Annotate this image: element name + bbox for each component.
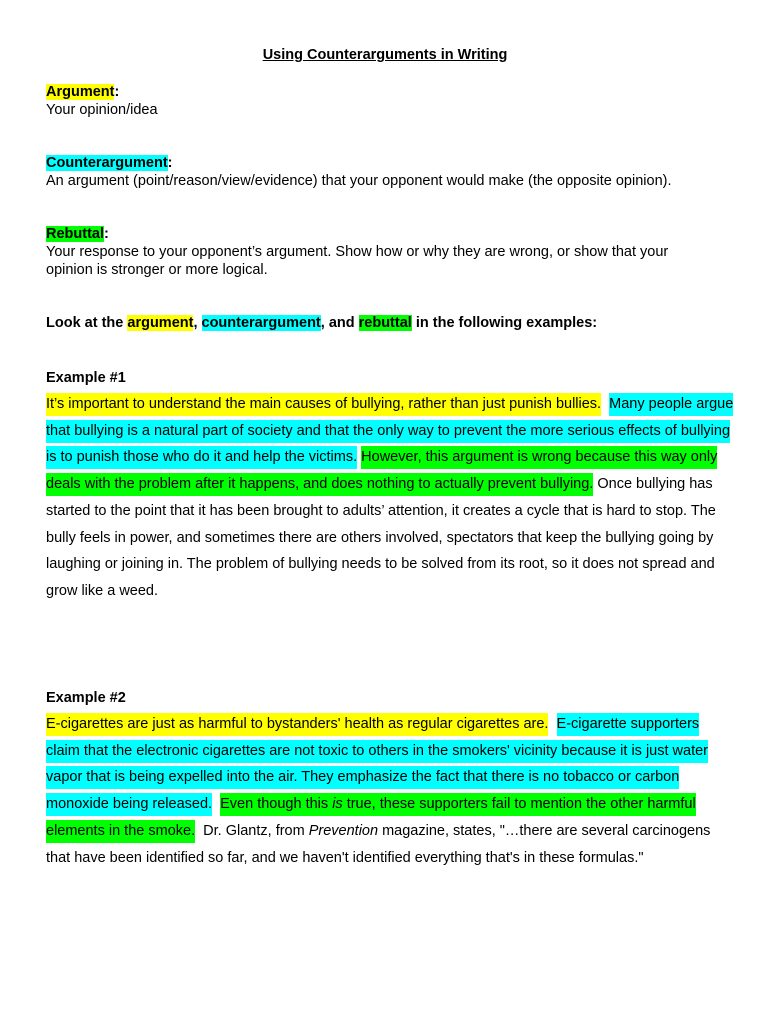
prompt-argument: argument (127, 315, 194, 331)
prompt-counterargument: counterargument (201, 315, 321, 331)
example-2-counterargument: E-cigarette supporters claim that the electronic cigarettes are not toxic to others in the smokers' vicinity because it is just water vapor that is being expelled into the air. They emphasize the fact that there is no tobacco or carbon monoxide being released. (46, 713, 708, 816)
magazine-name: Prevention (308, 822, 379, 839)
prompt-rebuttal: rebuttal (358, 315, 412, 331)
example-2-argument: E-cigarettes are just as harmful to bystanders' health as regular cigarettes are. (46, 713, 548, 736)
definition-heading: Counterargument: (46, 155, 173, 171)
definition-rebuttal (46, 225, 716, 279)
emphasis-is: is (332, 796, 343, 813)
example-1-counterargument: Many people argue that bullying is a natural part of society and that the only way to prevent the more serious effects of bullying is to punish those who do it and help the victims. (46, 393, 733, 469)
term-argument: Argument (46, 84, 115, 100)
document-title: Using Counterarguments in Writing (262, 47, 508, 63)
instruction-prompt: Look at the argument, counterargument, and rebuttal in the following examples: (46, 315, 598, 331)
example-1-paragraph (46, 391, 736, 605)
definition-argument (46, 83, 736, 119)
example-1-rebuttal: However, this argument is wrong because this way only deals with the problem after it happens, and does nothing to actually prevent bullying. (46, 446, 717, 496)
definition-text: Your opinion/idea (46, 102, 158, 118)
term-counterargument: Counterargument (46, 155, 168, 171)
example-2-rebuttal: Even though this is true, these supporters fail to mention the other harmful elements in the smoke. (46, 793, 696, 843)
example-1-heading: Example #1 (46, 370, 126, 386)
term-rebuttal: Rebuttal (46, 226, 104, 242)
example-1-argument: It’s important to understand the main causes of bullying, rather than just punish bullies. (46, 393, 601, 416)
definition-heading: Rebuttal: (46, 226, 109, 242)
definition-text: Your response to your opponent’s argument. Show how or why they are wrong, or show that your opinion is stronger or more logical. (46, 244, 669, 278)
example-2-paragraph: E-cigarettes are just as harmful to bystanders' health as regular cigarettes are. E-cigarette supporters claim that the electronic cigarettes are not toxic to others in the smokers' vicinity because it is just water vapor that is being expelled into the air. They emphasize the fact that there is no tobacco or carbon monoxide being released. Even though this is true, these supporters fail to mention the other harmful elements in the smoke. Dr. Glantz, from Prevention magazine, states, "…there are several carcinogens that have been identified so far, and we haven't identified everything that's in these formulas." (46, 711, 736, 871)
definition-text: An argument (point/reason/view/evidence) that your opponent would make (the opposite opinion). (46, 173, 672, 189)
example-1-body: Once bullying has started to the point that it has been brought to adults’ attention, it creates a cycle that is hard to stop. The bully feels in power, and sometimes there are others involved, spectators that keep the bullying going by laughing or joining in. The problem of bullying needs to be solved from its root, so it does not spread and grow like a weed. (46, 476, 716, 599)
definition-counterargument (46, 154, 736, 190)
example-2-quote: magazine, states, "…there are several carcinogens that have been identified so far, and we haven't identified everything that's in these formulas." (46, 822, 711, 866)
example-2-heading: Example #2 (46, 690, 126, 706)
definition-heading: Argument: (46, 84, 120, 100)
